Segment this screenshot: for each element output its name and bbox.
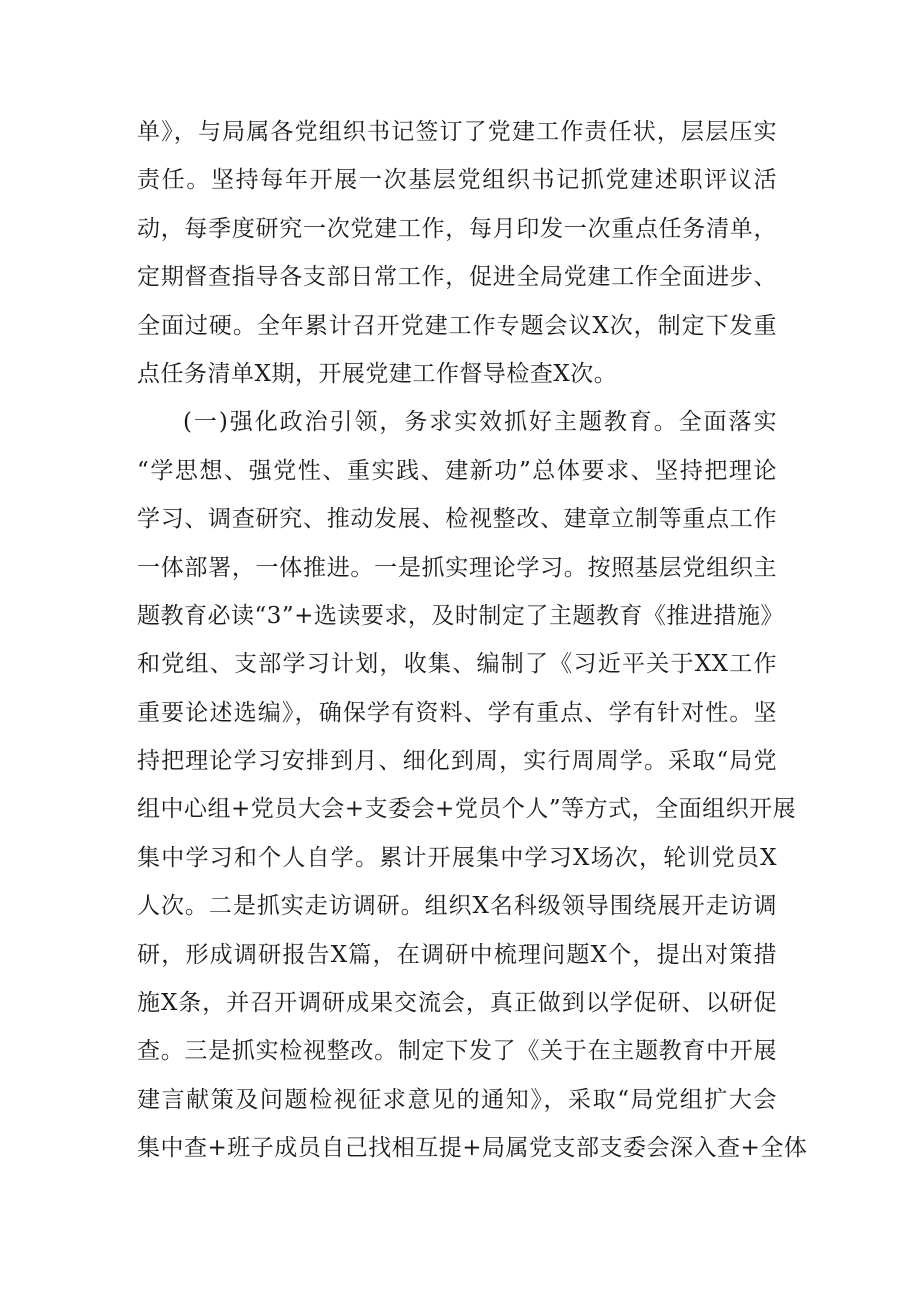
text-line: 动，每季度研究一次党建工作，每月印发一次重点任务清单， bbox=[137, 215, 777, 242]
text-line: 题教育必读“3”+选读要求，及时制定了主题教育《推进措施》 bbox=[137, 602, 784, 629]
text-line: 定期督查指导各支部日常工作，促进全局党建工作全面进步、 bbox=[137, 264, 777, 291]
section-heading-line: (一)强化政治引领，务求实效抓好主题教育。全面落实 bbox=[183, 409, 777, 436]
text-line: 人次。二是抓实走访调研。组织X名科级领导围绕展开走访调 bbox=[137, 893, 777, 920]
text-line: 重要论述选编》，确保学有资料、学有重点、学有针对性。坚 bbox=[137, 699, 777, 726]
text-line: 责任。坚持每年开展一次基层党组织书记抓党建述职评议活 bbox=[137, 167, 777, 194]
paragraph-theme-education bbox=[137, 398, 808, 1172]
text-line: 一体部署，一体推进。一是抓实理论学习。按照基层党组织主 bbox=[137, 554, 777, 581]
text-line: 查。三是抓实检视整改。制定下发了《关于在主题教育中开展 bbox=[137, 1038, 777, 1065]
body-text bbox=[137, 108, 808, 1173]
text-line: 建言献策及问题检视征求意见的通知》，采取“局党组扩大会 bbox=[137, 1086, 777, 1113]
text-line: 和党组、支部学习计划，收集、编制了《习近平关于XX工作 bbox=[137, 651, 777, 678]
text-line: 集中学习和个人自学。累计开展集中学习X场次，轮训党员X bbox=[137, 844, 777, 871]
text-line: 施X条，并召开调研成果交流会，真正做到以学促研、以研促 bbox=[137, 990, 777, 1017]
paragraph-responsibility bbox=[137, 108, 777, 398]
text-line: 集中查+班子成员自己找相互提+局属党支部支委会深入查+全体 bbox=[137, 1135, 808, 1162]
text-line: 单》，与局属各党组织书记签订了党建工作责任状，层层压实 bbox=[137, 119, 777, 145]
text-line: 点任务清单X期，开展党建工作督导检查X次。 bbox=[137, 360, 618, 387]
text-line: 全面过硬。全年累计召开党建工作专题会议X次，制定下发重 bbox=[137, 312, 777, 339]
text-line: 持把理论学习安排到月、细化到周，实行周周学。采取“局党 bbox=[137, 748, 777, 775]
text-line: 组中心组+党员大会+支委会+党员个人”等方式，全面组织开展 bbox=[137, 796, 797, 823]
text-line: 学习、调查研究、推动发展、检视整改、建章立制等重点工作 bbox=[137, 506, 777, 533]
text-line: “学思想、强党性、重实践、建新功”总体要求、坚持把理论 bbox=[137, 457, 777, 484]
text-line: 研，形成调研报告X篇，在调研中梳理问题X个，提出对策措 bbox=[137, 941, 777, 968]
